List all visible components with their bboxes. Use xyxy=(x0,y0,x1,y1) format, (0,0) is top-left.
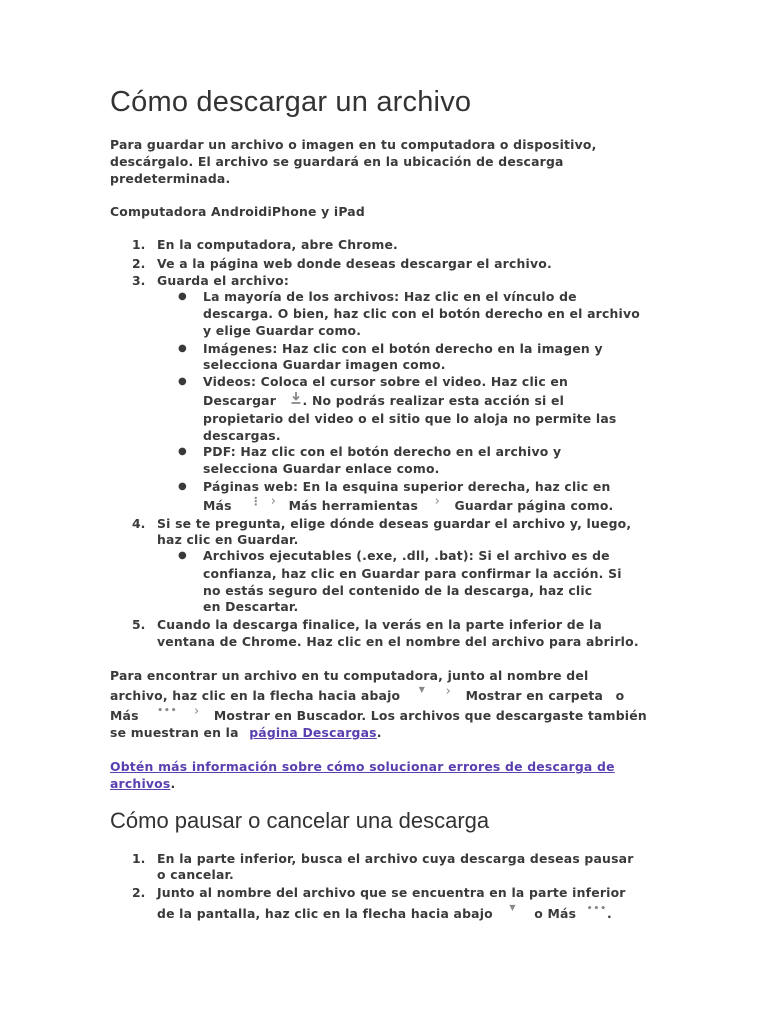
more-horiz-icon: ••• xyxy=(157,706,178,717)
bullet: ● xyxy=(178,481,187,492)
bullet: ● xyxy=(178,550,187,561)
pause-step-1-line-1: En la parte inferior, busca el archivo cuya descarga deseas pausar xyxy=(157,851,634,866)
bullet-webpages-1: Páginas web: En la esquina superior derecha, haz clic en xyxy=(203,479,611,494)
videos-note: . No podrás realizar esta acción si el xyxy=(302,393,565,408)
bullet-executables-4: en Descartar. xyxy=(203,599,299,614)
more-vert-icon: ⋮ xyxy=(250,495,262,508)
bullet-pdf-1: PDF: Haz clic con el botón derecho en el archivo y xyxy=(203,444,562,459)
find-text: se muestran en la xyxy=(110,725,239,740)
find-line-2 xyxy=(110,684,625,705)
download-icon xyxy=(289,391,303,405)
bullet: ● xyxy=(178,446,187,457)
download-label: Descargar xyxy=(203,393,277,408)
bullet: ● xyxy=(178,343,187,354)
bullet-webpages-2 xyxy=(203,494,614,515)
save-page-label: Guardar página como. xyxy=(454,498,614,513)
section-title: Cómo pausar o cancelar una descarga xyxy=(110,808,490,833)
pause-step-2-line-1: Junto al nombre del archivo que se encuentra en la parte inferior xyxy=(157,885,626,900)
or-text: o xyxy=(615,688,625,703)
period: . xyxy=(376,725,382,740)
help-link-line-1 xyxy=(110,759,615,776)
period: . xyxy=(170,776,176,791)
chevron-right-icon: › xyxy=(193,704,200,720)
bullet-executables-1: Archivos ejecutables (.exe, .dll, .bat): Si el archivo es de xyxy=(203,548,610,563)
bullet-videos-2 xyxy=(203,393,564,410)
step-number-1: 1. xyxy=(132,237,146,252)
more-horiz-icon: ••• xyxy=(586,904,607,915)
bullet-most-files-3: y elige Guardar como. xyxy=(203,323,362,338)
bullet-videos-1: Videos: Coloca el cursor sobre el video. Haz clic en xyxy=(203,374,569,389)
more-label: Más xyxy=(203,498,232,513)
bullet: ● xyxy=(178,376,187,387)
troubleshoot-link-cont[interactable]: archivos xyxy=(110,776,171,791)
bullet-most-files-2: descarga. O bien, haz clic con el botón derecho en el archivo xyxy=(203,306,640,321)
intro-line-3: predeterminada. xyxy=(110,171,231,186)
step-number-5: 5. xyxy=(132,617,146,632)
platform-tabs[interactable]: Computadora AndroidiPhone y iPad xyxy=(110,204,365,219)
step-4-line-1: Si se te pregunta, elige dónde deseas guardar el archivo y, luego, xyxy=(157,516,632,531)
step-1: En la computadora, abre Chrome. xyxy=(157,237,398,252)
pause-step-number-2: 2. xyxy=(132,885,146,900)
show-in-folder-label: Mostrar en carpeta xyxy=(465,688,604,703)
help-link-line-2 xyxy=(110,776,175,793)
downloads-page-link[interactable]: página Descargas xyxy=(249,725,377,740)
pause-step-2-line-2 xyxy=(157,903,612,923)
step-number-3: 3. xyxy=(132,273,146,288)
pause-text: de la pantalla, haz clic en la flecha hacia abajo xyxy=(157,906,493,921)
more-label: Más xyxy=(110,708,139,723)
chevron-right-icon: › xyxy=(270,494,277,510)
find-line-4 xyxy=(110,725,382,742)
step-5-line-1: Cuando la descarga finalice, la verás en la parte inferior de la xyxy=(157,617,602,632)
find-line-1: Para encontrar un archivo en tu computadora, junto al nombre del xyxy=(110,668,589,683)
pause-step-1-line-2: o cancelar. xyxy=(157,867,234,882)
bullet-images-2: selecciona Guardar imagen como. xyxy=(203,357,446,372)
troubleshoot-link[interactable]: Obtén más información sobre cómo solucionar errores de descarga de xyxy=(110,759,615,774)
more-tools-label: Más herramientas xyxy=(288,498,419,513)
find-text: archivo, haz clic en la flecha hacia abajo xyxy=(110,688,401,703)
chevron-right-icon: › xyxy=(445,684,452,700)
bullet-executables-2: confianza, haz clic en Guardar para confirmar la acción. Si xyxy=(203,566,622,581)
step-number-4: 4. xyxy=(132,516,146,531)
bullet-executables-3: no estás seguro del contenido de la descarga, haz clic xyxy=(203,583,593,598)
bullet-videos-3: propietario del video o el sitio que lo aloja no permite las xyxy=(203,411,617,426)
arrow-down-icon: ▼ xyxy=(509,903,516,913)
pause-step-number-1: 1. xyxy=(132,851,146,866)
page-title: Cómo descargar un archivo xyxy=(110,86,472,118)
find-text: Mostrar en Buscador. Los archivos que descargaste también xyxy=(213,708,647,723)
chevron-right-icon: › xyxy=(434,494,440,510)
bullet-pdf-2: selecciona Guardar enlace como. xyxy=(203,461,440,476)
intro-line-1: Para guardar un archivo o imagen en tu computadora o dispositivo, xyxy=(110,137,597,152)
find-line-3 xyxy=(110,704,647,725)
intro-line-2: descárgalo. El archivo se guardará en la ubicación de descarga xyxy=(110,154,564,169)
or-more-text: o Más xyxy=(534,906,577,921)
period: . xyxy=(606,906,612,921)
step-2: Ve a la página web donde deseas descargar el archivo. xyxy=(157,256,552,271)
step-4-line-2: haz clic en Guardar. xyxy=(157,532,299,547)
step-5-line-2: ventana de Chrome. Haz clic en el nombre del archivo para abrirlo. xyxy=(157,634,639,649)
bullet-most-files-1: La mayoría de los archivos: Haz clic en el vínculo de xyxy=(203,289,577,304)
step-number-2: 2. xyxy=(132,256,146,271)
bullet: ● xyxy=(178,291,187,302)
bullet-images-1: Imágenes: Haz clic con el botón derecho en la imagen y xyxy=(203,341,603,356)
bullet-videos-4: descargas. xyxy=(203,428,281,443)
arrow-down-icon: ▼ xyxy=(418,685,426,695)
step-3: Guarda el archivo: xyxy=(157,273,290,288)
